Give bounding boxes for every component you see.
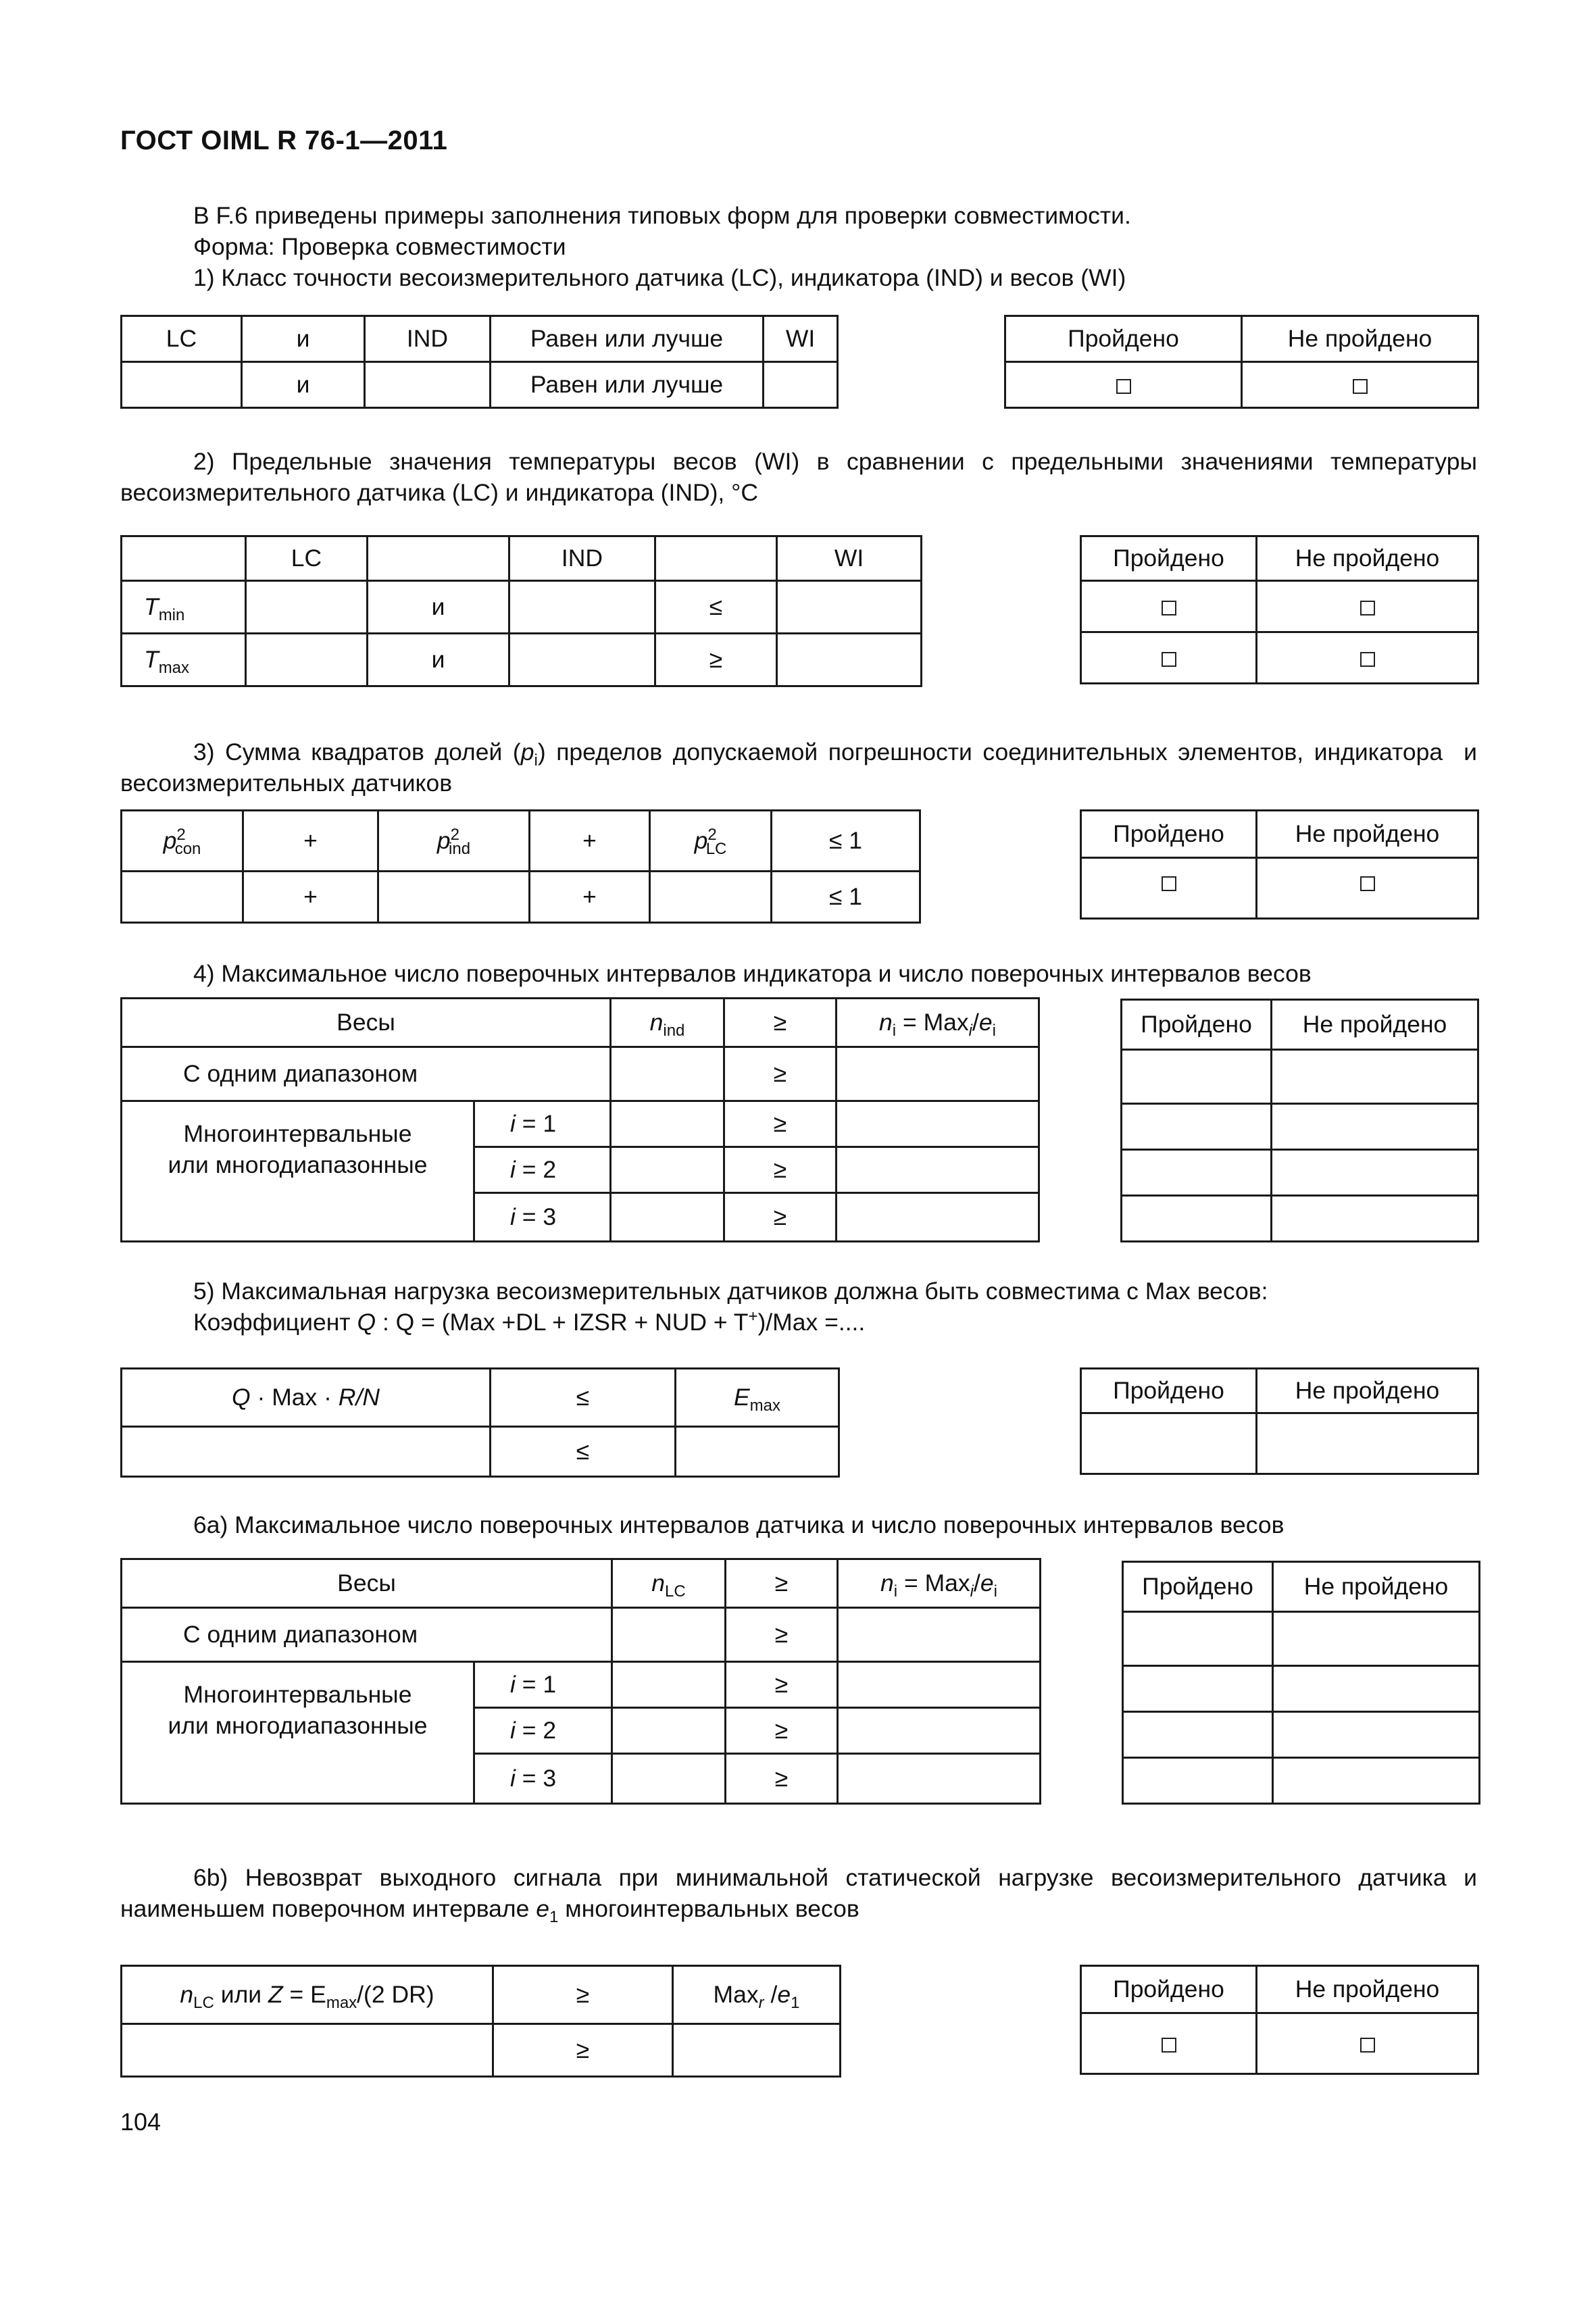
plus-sign: + bbox=[530, 811, 650, 872]
nlc-z-header: $n_{LC}$ или $Z = E_{max}/(2$ DR) bbox=[122, 1966, 493, 2024]
n-ind-i2-cell[interactable] bbox=[611, 1147, 724, 1193]
passed-cell[interactable] bbox=[1122, 1050, 1272, 1104]
failed-header: Не пройдено bbox=[1257, 1369, 1478, 1413]
failed-header: Не пройдено bbox=[1257, 811, 1478, 858]
n-lc-single-cell[interactable] bbox=[612, 1608, 726, 1662]
maxr-e1-header: Max$_r$ $/e_1$ bbox=[673, 1966, 841, 2024]
passed-cell[interactable] bbox=[1123, 1612, 1273, 1666]
passed-checkbox-tmin[interactable] bbox=[1162, 601, 1176, 615]
table-1-result bbox=[1004, 315, 1479, 409]
emax-header: $E_{max}$ bbox=[676, 1369, 839, 1427]
i3-label: i = 3 bbox=[474, 1754, 612, 1804]
passed-header: Пройдено bbox=[1123, 1562, 1273, 1612]
ni-i1-cell[interactable] bbox=[838, 1662, 1041, 1708]
scales-header: Весы bbox=[122, 1559, 612, 1608]
geq-sign: ≥ bbox=[493, 2024, 673, 2077]
col-wi: WI bbox=[777, 536, 922, 581]
passed-header: Пройдено bbox=[1081, 1966, 1257, 2013]
and-label: и bbox=[368, 634, 509, 686]
i1-label: i = 1 bbox=[474, 1662, 612, 1708]
le-one-label: ≤ 1 bbox=[772, 872, 920, 923]
ni-i3-cell[interactable] bbox=[837, 1193, 1039, 1242]
le-one-label: ≤ 1 bbox=[772, 811, 920, 872]
table-5-result bbox=[1080, 1367, 1479, 1475]
p-lc-value-cell[interactable] bbox=[650, 872, 772, 923]
failed-cell[interactable] bbox=[1272, 1104, 1478, 1150]
lc-tmin-cell[interactable] bbox=[246, 581, 368, 634]
leq-sign: ≤ bbox=[491, 1369, 676, 1427]
passed-header: Пройдено bbox=[1005, 316, 1242, 362]
p-con-value-cell[interactable] bbox=[122, 872, 243, 923]
p-con-squared: $p^2_{con}$ bbox=[122, 811, 243, 872]
tmin-label: $T_{min}$ bbox=[122, 581, 246, 634]
failed-checkbox-tmin[interactable] bbox=[1360, 601, 1375, 615]
item-5-formula: Коэффициент Q : Q = (Max +DL + IZSR + NUD + T+)/Max =.... bbox=[193, 1307, 866, 1336]
passed-cell[interactable] bbox=[1123, 1758, 1273, 1804]
plus-sign: + bbox=[243, 872, 378, 923]
failed-cell[interactable] bbox=[1272, 1196, 1478, 1242]
table-1-accuracy-class bbox=[120, 315, 839, 409]
col-wi: WI bbox=[764, 316, 838, 362]
failed-cell[interactable] bbox=[1273, 1612, 1480, 1666]
ind-tmin-cell[interactable] bbox=[509, 581, 655, 634]
col-ind: IND bbox=[509, 536, 655, 581]
passed-checkbox[interactable] bbox=[1162, 2038, 1176, 2053]
leq-sign: ≤ bbox=[655, 581, 777, 634]
maxr-e1-value-cell[interactable] bbox=[673, 2024, 841, 2077]
failed-header: Не пройдено bbox=[1257, 536, 1478, 581]
table-6b-result bbox=[1080, 1965, 1479, 2075]
item-5-heading: 5) Максимальная нагрузка весоизмерительных датчиков должна быть совместима с Max весов: bbox=[193, 1278, 1268, 1305]
multi-range-label: Многоинтервальные или многодиапазонные bbox=[122, 1101, 474, 1242]
ni-i2-cell[interactable] bbox=[838, 1708, 1041, 1754]
passed-header: Пройдено bbox=[1081, 536, 1257, 581]
wi-tmax-cell[interactable] bbox=[777, 634, 922, 686]
geq-sign: ≥ bbox=[724, 1101, 837, 1147]
geq-sign: ≥ bbox=[726, 1754, 838, 1804]
failed-checkbox[interactable] bbox=[1360, 2038, 1375, 2053]
single-range-label: С одним диапазоном bbox=[122, 1047, 611, 1101]
tmax-label: $T_{max}$ bbox=[122, 634, 246, 686]
n-ind-i3-cell[interactable] bbox=[611, 1193, 724, 1242]
p-lc-squared: $p^2_{LC}$ bbox=[650, 811, 772, 872]
wi-value-cell[interactable] bbox=[764, 362, 838, 408]
intro-line-1: В F.6 приведены примеры заполнения типовых форм для проверки совместимости. bbox=[193, 202, 1131, 229]
page-number: 104 bbox=[120, 2108, 161, 2136]
failed-header: Не пройдено bbox=[1273, 1562, 1480, 1612]
lc-value-cell[interactable] bbox=[122, 362, 242, 408]
ind-value-cell[interactable] bbox=[365, 362, 491, 408]
failed-header: Не пройдено bbox=[1242, 316, 1478, 362]
table-4-indicator-intervals bbox=[120, 997, 1040, 1242]
n-ind-i1-cell[interactable] bbox=[611, 1101, 724, 1147]
table-2-result bbox=[1080, 535, 1479, 684]
item-6b-heading: 6b) Невозврат выходного сигнала при минимальной статической нагрузке весоизмерительного датчика и наименьшем поверочном интервале $e_1$ многоинтервальных весов bbox=[120, 1864, 1477, 1927]
wi-tmin-cell[interactable] bbox=[777, 581, 922, 634]
p-ind-squared: $p^2_{ind}$ bbox=[378, 811, 530, 872]
passed-cell[interactable] bbox=[1081, 1413, 1257, 1474]
n-lc-header: $n_{LC}$ bbox=[612, 1559, 726, 1608]
failed-header: Не пройдено bbox=[1272, 1000, 1478, 1050]
ni-i3-cell[interactable] bbox=[838, 1754, 1041, 1804]
table-2-temperature bbox=[120, 535, 922, 687]
col-ind: IND bbox=[365, 316, 491, 362]
and-label: и bbox=[242, 362, 365, 408]
table-5-max-load bbox=[120, 1367, 840, 1478]
item-6a-heading: 6a) Максимальное число поверочных интервалов датчика и число поверочных интервалов весов bbox=[193, 1511, 1285, 1538]
geq-sign: ≥ bbox=[724, 999, 837, 1047]
scales-header: Весы bbox=[122, 999, 611, 1047]
i1-label: i = 1 bbox=[474, 1101, 611, 1147]
geq-sign: ≥ bbox=[493, 1966, 673, 2024]
failed-cell[interactable] bbox=[1273, 1666, 1480, 1712]
ni-formula-header: $n_i = Max_i/e_i$ bbox=[837, 999, 1039, 1047]
and-label: и bbox=[368, 581, 509, 634]
ni-i2-cell[interactable] bbox=[837, 1147, 1039, 1193]
geq-sign: ≥ bbox=[724, 1047, 837, 1101]
failed-checkbox[interactable] bbox=[1353, 379, 1368, 394]
passed-header: Пройдено bbox=[1122, 1000, 1272, 1050]
nlc-z-value-cell[interactable] bbox=[122, 2024, 493, 2077]
failed-cell[interactable] bbox=[1257, 1413, 1478, 1474]
table-6a-lc-intervals bbox=[120, 1558, 1041, 1805]
table-3-error-sum bbox=[120, 809, 921, 924]
n-lc-i2-cell[interactable] bbox=[612, 1708, 726, 1754]
passed-checkbox[interactable] bbox=[1116, 379, 1131, 394]
geq-sign: ≥ bbox=[726, 1559, 838, 1608]
col-lc: LC bbox=[122, 316, 242, 362]
geq-sign: ≥ bbox=[726, 1708, 838, 1754]
col-lc: LC bbox=[246, 536, 368, 581]
n-lc-i3-cell[interactable] bbox=[612, 1754, 726, 1804]
failed-cell[interactable] bbox=[1272, 1150, 1478, 1196]
failed-cell[interactable] bbox=[1272, 1050, 1478, 1104]
passed-checkbox[interactable] bbox=[1162, 876, 1176, 891]
passed-cell[interactable] bbox=[1123, 1712, 1273, 1758]
item-3-heading: 3) Сумма квадратов долей $(p_i)$ пределов допускаемой погрешности соединительных элементов, индикатора и весоизмерительных датчиков bbox=[120, 738, 1478, 797]
multi-range-label: Многоинтервальные или многодиапазонные bbox=[122, 1662, 474, 1804]
passed-header: Пройдено bbox=[1081, 1369, 1257, 1413]
geq-sign: ≥ bbox=[724, 1193, 837, 1242]
ni-i1-cell[interactable] bbox=[837, 1101, 1039, 1147]
item-1-heading: 1) Класс точности весоизмерительного датчика (LC), индикатора (IND) и весов (WI) bbox=[193, 264, 1126, 291]
ni-formula-header: $n_i = Max_i/e_i$ bbox=[838, 1559, 1041, 1608]
geq-sign: ≥ bbox=[655, 634, 777, 686]
item-4-heading: 4) Максимальное число поверочных интервалов индикатора и число поверочных интервалов весов bbox=[193, 960, 1312, 987]
geq-sign: ≥ bbox=[724, 1147, 837, 1193]
failed-cell[interactable] bbox=[1273, 1758, 1480, 1804]
plus-sign: + bbox=[530, 872, 650, 923]
q-max-rn-value-cell[interactable] bbox=[122, 1427, 491, 1477]
item-2-heading: 2) Предельные значения температуры весов (WI) в сравнении с предельными значениями температуры весоизмерительного датчика (LC) и индикатора (IND), °C bbox=[120, 448, 1477, 506]
failed-header: Не пройдено bbox=[1257, 1966, 1478, 2013]
ind-tmax-cell[interactable] bbox=[509, 634, 655, 686]
lc-tmax-cell[interactable] bbox=[246, 634, 368, 686]
passed-cell[interactable] bbox=[1122, 1104, 1272, 1150]
n-ind-header: $n_{ind}$ bbox=[611, 999, 724, 1047]
table-6a-result bbox=[1122, 1561, 1480, 1805]
passed-cell[interactable] bbox=[1122, 1150, 1272, 1196]
failed-checkbox[interactable] bbox=[1360, 876, 1375, 891]
table-4-result bbox=[1120, 999, 1479, 1242]
passed-cell[interactable] bbox=[1123, 1666, 1273, 1712]
geq-sign: ≥ bbox=[726, 1662, 838, 1708]
ni-single-cell[interactable] bbox=[837, 1047, 1039, 1101]
i2-label: i = 2 bbox=[474, 1708, 612, 1754]
equal-or-better-label: Равен или лучше bbox=[491, 316, 764, 362]
and-label: и bbox=[242, 316, 365, 362]
i3-label: i = 3 bbox=[474, 1193, 611, 1242]
failed-cell[interactable] bbox=[1273, 1712, 1480, 1758]
n-lc-i1-cell[interactable] bbox=[612, 1662, 726, 1708]
passed-header: Пройдено bbox=[1081, 811, 1257, 858]
passed-checkbox-tmax[interactable] bbox=[1162, 652, 1176, 667]
document-header: ГОСТ OIML R 76-1—2011 bbox=[120, 126, 448, 155]
failed-checkbox-tmax[interactable] bbox=[1360, 652, 1375, 667]
plus-sign: + bbox=[243, 811, 378, 872]
q-max-rn-header: Q · Max · R/N bbox=[122, 1369, 491, 1427]
table-3-result bbox=[1080, 809, 1479, 920]
table-6b-return bbox=[120, 1965, 841, 2078]
geq-sign: ≥ bbox=[726, 1608, 838, 1662]
ni-single-cell[interactable] bbox=[838, 1608, 1041, 1662]
single-range-label: С одним диапазоном bbox=[122, 1608, 612, 1662]
passed-cell[interactable] bbox=[1122, 1196, 1272, 1242]
i2-label: i = 2 bbox=[474, 1147, 611, 1193]
n-ind-single-cell[interactable] bbox=[611, 1047, 724, 1101]
emax-value-cell[interactable] bbox=[676, 1427, 839, 1477]
intro-line-2: Форма: Проверка совместимости bbox=[193, 233, 566, 260]
p-ind-value-cell[interactable] bbox=[378, 872, 530, 923]
leq-sign: ≤ bbox=[491, 1427, 676, 1477]
equal-or-better-label: Равен или лучше bbox=[491, 362, 764, 408]
